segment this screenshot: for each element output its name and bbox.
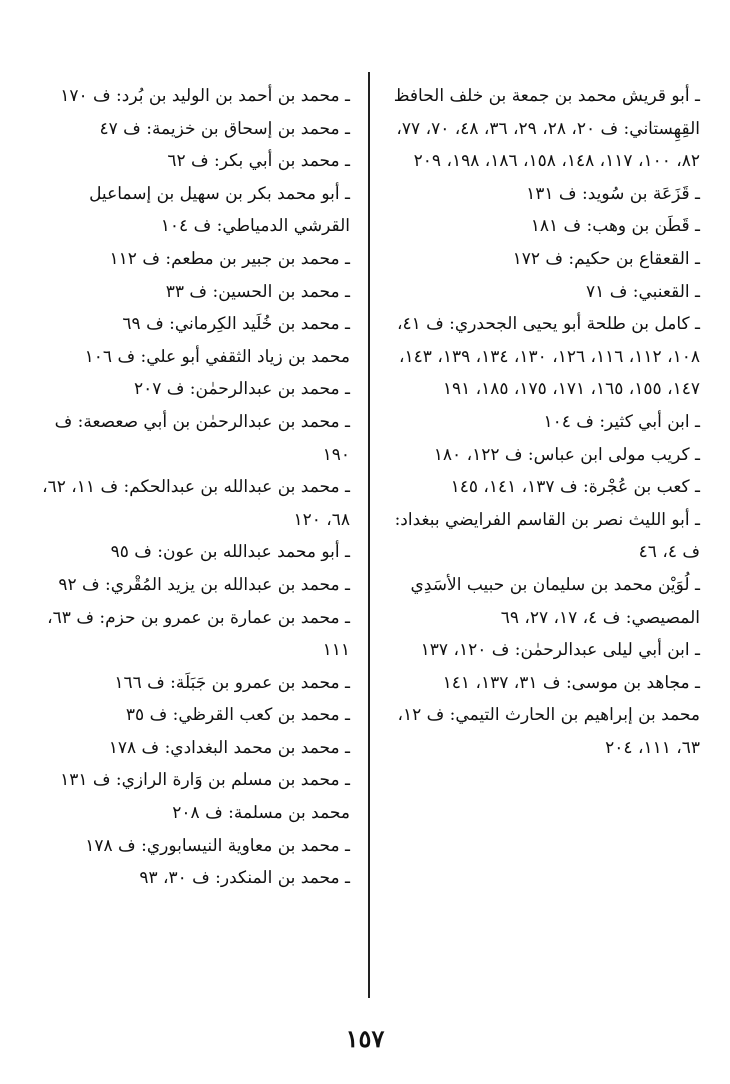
index-entry: ـ أبو الليث نصر بن القاسم الفرايضي ببغداد: ف ٤، ٤٦ — [394, 509, 700, 563]
index-entry: ـ محمد بن مسلم بن وَارة الرازي: ف ١٣١ — [60, 770, 350, 791]
index-entry: ـ محمد بن عبدالرحمٰن: ف ٢٠٧ — [133, 379, 350, 400]
index-entry: ـ القعنبي: ف ٧١ — [586, 281, 700, 302]
index-entry: ـ محمد بن أحمد بن الوليد بن بُرد: ف ١٧٠ — [60, 86, 350, 106]
page-number: ١٥٧ — [345, 1024, 385, 1053]
index-entry: ـ محمد بن إسحاق بن خزيمة: ف ٤٧ — [99, 118, 350, 139]
index-entry: ـ لُوَيْن محمد بن سليمان بن حبيب الأسَدِي المصيصي: ف ٤، ١٧، ٢٧، ٦٩ — [410, 574, 700, 628]
index-entry: ـ قَزَعَة بن سُويد: ف ١٣١ — [526, 183, 700, 204]
index-entry: ـ كامل بن طلحة أبو يحيى الجحدري: ف ٤١، ١٠٨، ١١٢، ١١٦، ١٢٦، ١٣٠، ١٣٤، ١٣٩، ١٤٣، ١٤٧، ١٥٥، ١٦٥، ١٧١، ١٧٥، ١٨٥، ١٩١ — [396, 314, 700, 400]
index-entry: ـ قَطَن بن وهب: ف ١٨١ — [530, 216, 700, 237]
column-divider — [368, 72, 370, 998]
index-entry: ـ محمد بن معاوية النيسابوري: ف ١٧٨ — [85, 835, 350, 856]
index-entry: ـ أبو محمد بكر بن سهيل بن إسماعيل القرشي الدمياطي: ف ١٠٤ — [89, 183, 350, 237]
index-entry: ـ محمد بن عمارة بن عمرو بن حزم: ف ٦٣، ١١١ — [47, 607, 350, 661]
index-entry: ـ القعقاع بن حكيم: ف ١٧٢ — [512, 248, 700, 269]
index-entry: ـ كريب مولى ابن عباس: ف ١٢٢، ١٨٠ — [433, 444, 700, 465]
left-column — [28, 80, 350, 895]
index-entry: ـ كعب بن عُجْرة: ف ١٣٧، ١٤١، ١٤٥ — [450, 477, 700, 498]
index-entry: ـ محمد بن المنكدر: ف ٣٠، ٩٣ — [139, 868, 350, 889]
index-entry: ـ محمد بن عبدالله بن يزيد المُقْري: ف ٩٢ — [58, 574, 350, 595]
index-entry: ـ محمد بن أبي بكر: ف ٦٢ — [167, 151, 350, 172]
index-entry: محمد بن إبراهيم بن الحارث التيمي: ف ١٢، ٦٣، ١١١، ٢٠٤ — [397, 705, 700, 758]
index-entry: محمد بن مسلمة: ف ٢٠٨ — [172, 803, 350, 824]
index-entry: ـ أبو قريش محمد بن جمعة بن خلف الحافظ القِهِستاني: ف ٢٠، ٢٨، ٢٩، ٣٦، ٤٨، ٧٠، ٧٧، ٨٢، ١٠٠، ١١٧، ١٤٨، ١٥٨، ١٨٦، ١٩٨، ٢٠٩ — [393, 86, 700, 172]
index-entry: ـ أبو محمد عبدالله بن عون: ف ٩٥ — [110, 542, 350, 563]
index-entry: ـ مجاهد بن موسى: ف ٣١، ١٣٧، ١٤١ — [442, 672, 700, 693]
index-entry: ـ محمد بن الحسين: ف ٣٣ — [165, 281, 350, 302]
right-column — [378, 80, 700, 764]
index-entry: ـ محمد بن خُلَيد الكِرماني: ف ٦٩ — [122, 314, 350, 335]
index-entry: محمد بن زياد الثقفي أبو علي: ف ١٠٦ — [84, 346, 350, 367]
index-entry: ـ محمد بن عبدالرحمٰن بن أبي صعصعة: ف ١٩٠ — [54, 411, 350, 465]
index-entry: ـ محمد بن محمد البغدادي: ف ١٧٨ — [108, 737, 350, 758]
index-entry: ـ محمد بن كعب القرظي: ف ٣٥ — [125, 705, 350, 726]
index-entry: ـ محمد بن عبدالله بن عبدالحكم: ف ١١، ٦٢، ٦٨، ١٢٠ — [42, 477, 350, 530]
index-entry: ـ ابن أبي كثير: ف ١٠٤ — [543, 411, 700, 432]
index-entry: ـ محمد بن عمرو بن جَبَلَة: ف ١٦٦ — [114, 672, 350, 693]
index-entry: ـ محمد بن جبير بن مطعم: ف ١١٢ — [109, 248, 350, 269]
index-entry: ـ ابن أبي ليلى عبدالرحمٰن: ف ١٢٠، ١٣٧ — [420, 640, 700, 661]
